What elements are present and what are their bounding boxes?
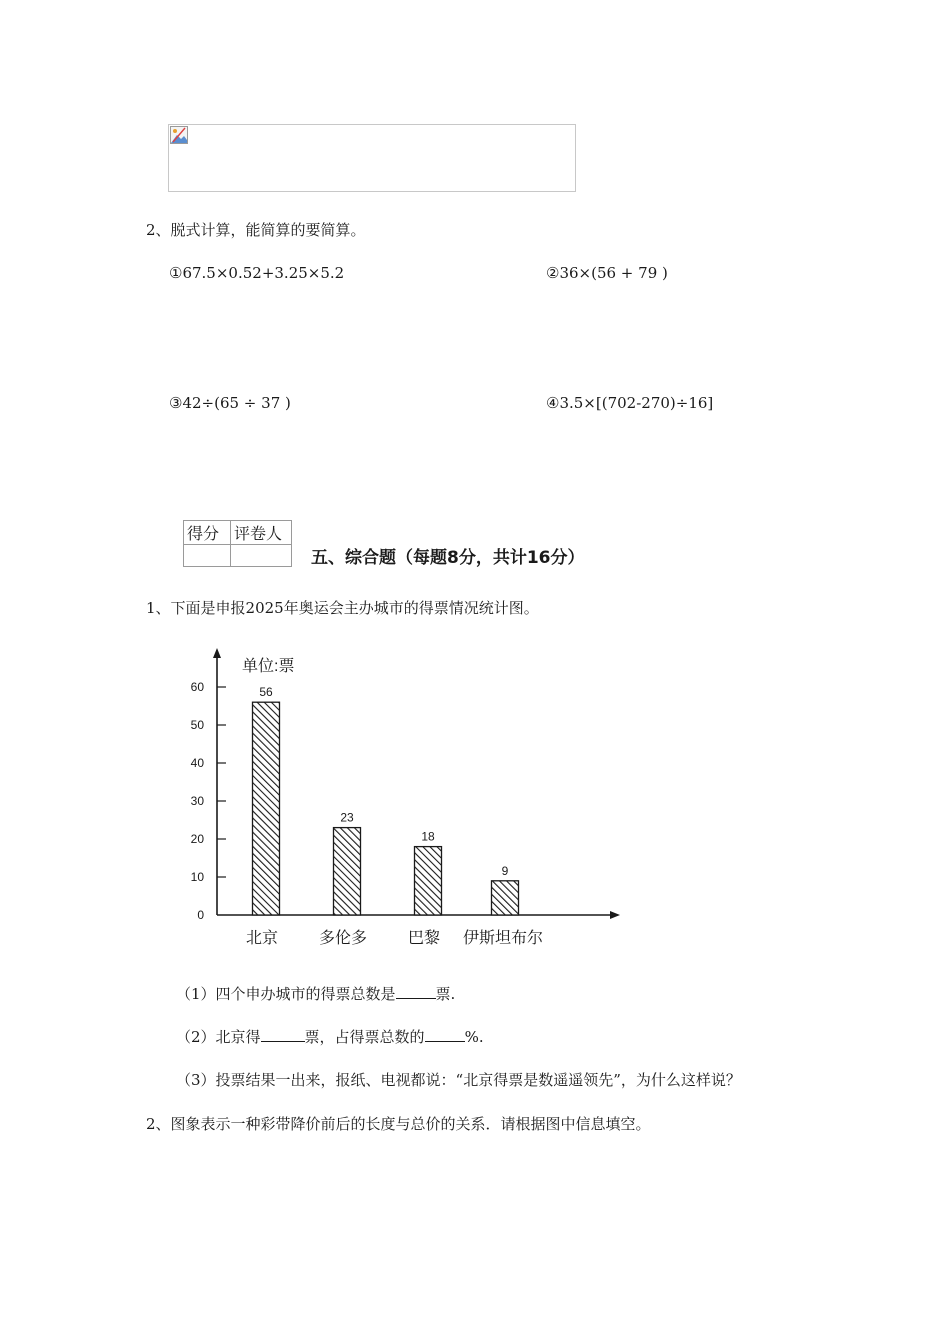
subquestion-2 — [176, 1027, 484, 1047]
y-tick-label: 50 — [190, 718, 204, 732]
y-tick-label: 30 — [190, 794, 204, 808]
bar — [334, 828, 361, 915]
question-2-text: 2、图象表示一种彩带降价前后的长度与总价的关系．请根据图中信息填空。 — [146, 1115, 651, 1133]
y-tick-label: 40 — [190, 756, 204, 770]
subquestion-2-unit: %. — [464, 1028, 484, 1046]
bar-value-label: 18 — [421, 829, 435, 844]
y-tick-label: 60 — [190, 680, 204, 694]
grader-label: 评卷人 — [231, 521, 292, 545]
bar-value-label: 56 — [259, 685, 273, 700]
expression-4: ④3.5×[(702-270)÷16] — [546, 394, 714, 412]
broken-image-icon — [170, 126, 188, 144]
y-tick-label: 20 — [190, 832, 204, 846]
subquestion-3: （3）投票结果一出来，报纸、电视都说：“北京得票是数遥遥领先”，为什么这样说？ — [176, 1071, 741, 1089]
expression-2: ②36×(56 + 79 ) — [546, 264, 668, 282]
image-placeholder — [168, 124, 576, 192]
subquestion-1 — [176, 984, 455, 1004]
score-label: 得分 — [184, 521, 231, 545]
bar-value-label: 23 — [340, 810, 354, 825]
answer-blank-percent[interactable] — [425, 1027, 465, 1042]
answer-blank-total[interactable] — [396, 984, 436, 999]
score-table — [183, 520, 292, 567]
subquestion-2-text: （2）北京得 — [176, 1028, 261, 1046]
answer-blank-beijing-votes[interactable] — [261, 1027, 305, 1042]
y-tick-label: 0 — [197, 908, 204, 922]
bar — [253, 702, 280, 915]
bar — [415, 847, 442, 915]
score-cell — [184, 545, 231, 567]
category-label: 北京 — [245, 930, 279, 947]
y-tick-label: 10 — [190, 870, 204, 884]
vote-bar-chart — [180, 640, 630, 952]
subquestion-2-middle: 票，占得票总数的 — [304, 1028, 425, 1046]
expression-1: ①67.5×0.52+3.25×5.2 — [169, 264, 345, 282]
question-1-text: 1、下面是申报2025年奥运会主办城市的得票情况统计图。 — [146, 599, 539, 617]
category-label: 多伦多 — [318, 930, 368, 947]
category-label: 巴黎 — [407, 930, 441, 947]
x-axis-arrow-icon — [610, 911, 620, 919]
category-label: 伊斯坦布尔 — [462, 930, 544, 947]
subquestion-1-unit: 票. — [435, 985, 456, 1003]
expression-3: ③42÷(65 ÷ 37 ) — [169, 394, 291, 412]
grader-cell — [231, 545, 292, 567]
y-axis-arrow-icon — [213, 648, 221, 658]
subquestion-1-text: （1）四个申办城市的得票总数是 — [176, 985, 396, 1003]
chart-unit-label: 单位:票 — [242, 658, 295, 675]
bar-value-label: 9 — [501, 863, 509, 878]
bar — [492, 881, 519, 915]
problem-heading: 2、脱式计算，能简算的要简算。 — [146, 221, 366, 239]
section-title: 五、综合题（每题8分，共计16分） — [311, 548, 585, 568]
